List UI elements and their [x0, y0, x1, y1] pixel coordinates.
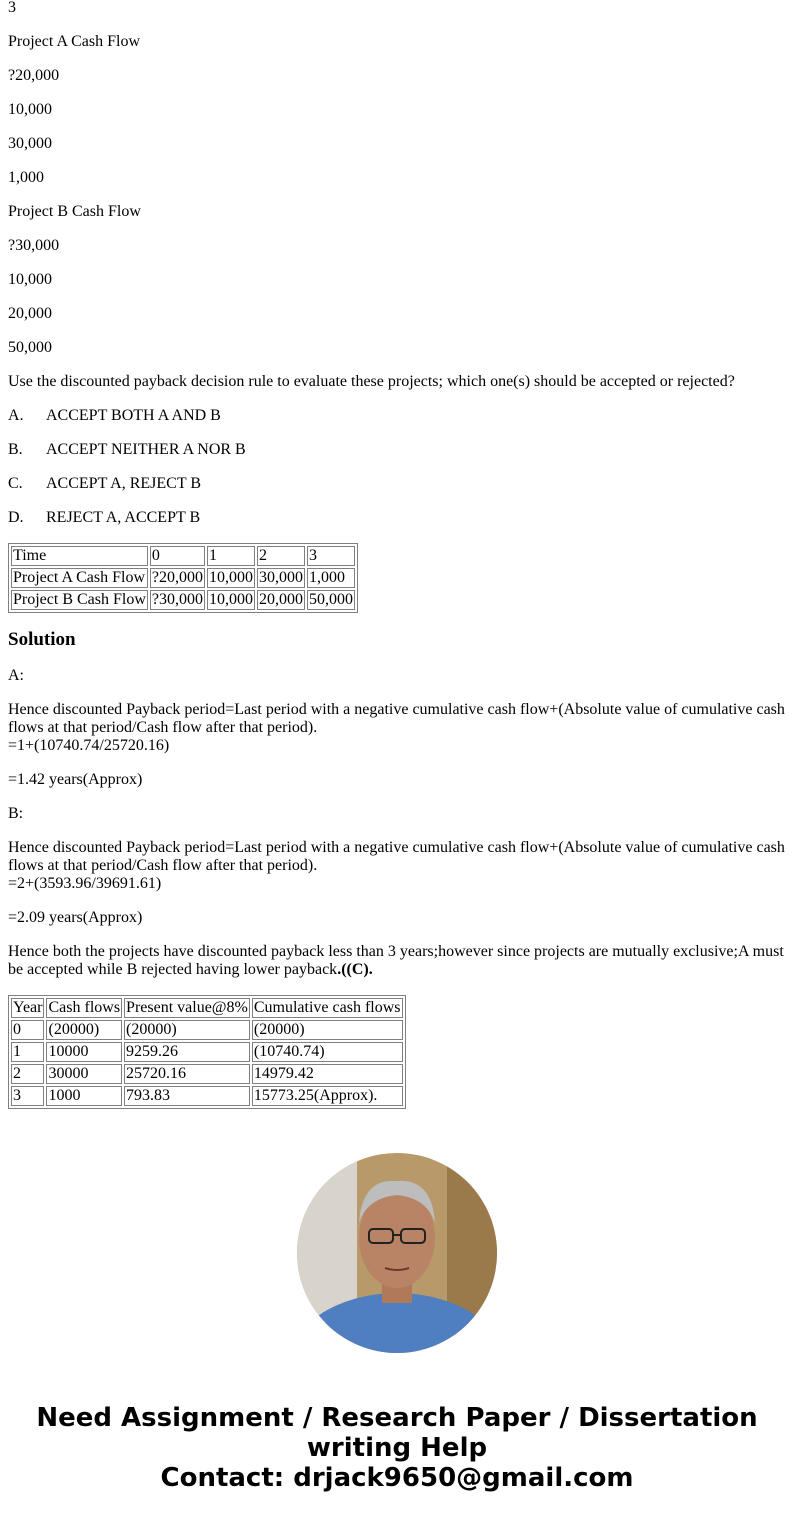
question-line: 10,000 [8, 101, 52, 118]
table-cell: 9259.26 [124, 1042, 250, 1062]
table-cell: 3 [307, 546, 355, 566]
solution-heading: Solution [8, 629, 76, 650]
conclusion [8, 943, 788, 979]
question-line: 1,000 [8, 169, 44, 186]
table-cell: (10740.74) [252, 1042, 403, 1062]
question-line: Project B Cash Flow [8, 203, 141, 220]
table-row [11, 1064, 403, 1084]
footer-line: Need Assignment / Research Paper / Dissertation [36, 1403, 758, 1433]
table-cell: 3 [11, 1086, 44, 1106]
table-cell: 1 [11, 1042, 44, 1062]
part-a-text: Hence discounted Payback period=Last period with a negative cumulative cash flow+(Absolute value of cumulative cash flows at that period/Cash flow after that period). [8, 701, 785, 736]
table-cell: 2 [257, 546, 305, 566]
part-b-label: B: [8, 805, 24, 822]
option-letter: A. [8, 407, 24, 424]
table-row [11, 998, 403, 1018]
footer-line: writing Help [306, 1433, 488, 1463]
question-lines [8, 0, 788, 357]
table-row [11, 590, 355, 610]
table-cell: 20,000 [259, 591, 303, 608]
option-text: ACCEPT BOTH A AND B [46, 407, 221, 424]
conclusion-answer: .((C). [337, 961, 373, 978]
conclusion-text: Hence both the projects have discounted payback less than 3 years;however since projects are mutually exclusive;A must be accepted while B rejected having lower payback [8, 943, 784, 978]
table-cell: Present value@8% [126, 999, 248, 1016]
answer-option [8, 441, 788, 459]
table-cell: 15773.25(Approx). [252, 1086, 403, 1106]
answer-option [8, 407, 788, 425]
part-a-result: =1.42 years(Approx) [8, 771, 143, 788]
table-cell: 1 [207, 546, 255, 566]
table-cell: 10,000 [209, 591, 253, 608]
question-line: 20,000 [8, 305, 52, 322]
table-cell: 2 [11, 1064, 44, 1084]
table-cell: 1,000 [307, 568, 355, 588]
table-cell: ?20,000 [151, 569, 203, 586]
question-line: 10,000 [8, 271, 52, 288]
document [8, 0, 788, 1125]
table-row [11, 546, 355, 566]
table-cell: 0 [150, 546, 205, 566]
table-cell: 793.83 [124, 1086, 250, 1106]
option-letter: B. [8, 441, 23, 458]
option-text: ACCEPT NEITHER A NOR B [46, 441, 246, 458]
question-line: 3 [8, 0, 16, 16]
table-cell: 30,000 [259, 569, 303, 586]
table-cell: Cash flows [48, 999, 121, 1016]
discounted-cash-flow-table [8, 995, 406, 1109]
table-cell: 50,000 [309, 591, 353, 608]
table-cell: 30000 [46, 1064, 122, 1084]
part-a-formula: =1+(10740.74/25720.16) [8, 737, 170, 754]
table-row [11, 568, 355, 588]
table-cell: Year [13, 999, 43, 1016]
answer-option [8, 509, 788, 527]
table-cell: Time [11, 546, 148, 566]
table-cell: 1000 [46, 1086, 122, 1106]
question-line: Project A Cash Flow [8, 33, 141, 50]
table-cell: 14979.42 [252, 1064, 403, 1084]
question-line: ?30,000 [8, 237, 60, 254]
part-a-explanation [8, 701, 788, 755]
table-cell: 25720.16 [124, 1064, 250, 1084]
question-line: 50,000 [8, 339, 52, 356]
footer-banner [0, 1403, 794, 1493]
table-cell: (20000) [252, 1020, 403, 1040]
part-b-result: =2.09 years(Approx) [8, 909, 143, 926]
table-cell: 10,000 [209, 569, 253, 586]
footer-contact: Contact: drjack9650@gmail.com [160, 1463, 634, 1493]
table-cell: (20000) [46, 1020, 122, 1040]
option-text: ACCEPT A, REJECT B [46, 475, 201, 492]
table-cell: Project B Cash Flow [13, 591, 146, 608]
question-line: ?20,000 [8, 67, 60, 84]
table-cell: ?30,000 [151, 591, 203, 608]
table-row [11, 1086, 403, 1106]
cash-flow-table [8, 543, 358, 613]
question-prompt: Use the discounted payback decision rule to evaluate these projects; which one(s) should be accepted or rejected? [8, 373, 735, 390]
table-cell: 10000 [46, 1042, 122, 1062]
table-cell: 0 [11, 1020, 44, 1040]
tutor-avatar [297, 1153, 497, 1353]
table-cell: Project A Cash Flow [11, 568, 148, 588]
table-cell: Cumulative cash flows [253, 999, 401, 1016]
option-letter: C. [8, 475, 23, 492]
option-letter: D. [8, 509, 24, 526]
table-cell: (20000) [124, 1020, 250, 1040]
answer-options [8, 407, 788, 527]
table-row [11, 1020, 403, 1040]
part-b-text: Hence discounted Payback period=Last period with a negative cumulative cash flow+(Absolute value of cumulative cash flows at that period/Cash flow after that period). [8, 839, 785, 874]
question-line: 30,000 [8, 135, 52, 152]
part-b-explanation [8, 839, 788, 893]
option-text: REJECT A, ACCEPT B [46, 509, 201, 526]
part-a-label: A: [8, 667, 24, 684]
table-row [11, 1042, 403, 1062]
answer-option [8, 475, 788, 493]
part-b-formula: =2+(3593.96/39691.61) [8, 875, 162, 892]
